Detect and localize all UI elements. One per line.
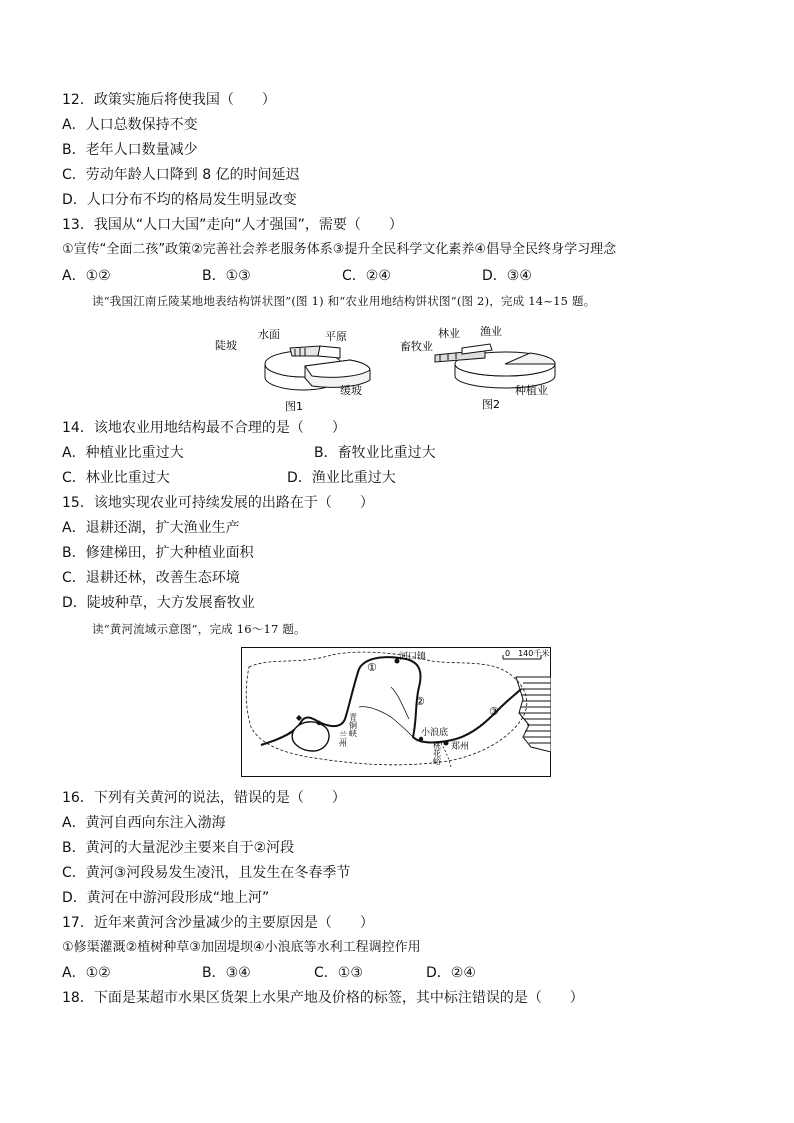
q17-option-b: B．③④	[202, 965, 251, 981]
q12-option-d: D．人口分布不均的格局发生明显改变	[62, 192, 297, 208]
q12-stem: 12．政策实施后将使我国（ ）	[62, 92, 276, 108]
lanzhou-marker	[317, 721, 321, 725]
section-2-label: ②	[415, 695, 425, 708]
pie-figures	[200, 322, 600, 414]
fig2-label-yuye: 渔业	[480, 325, 502, 338]
zhengzhou-marker	[444, 741, 449, 746]
fig1-label-huanpo: 缓坡	[340, 384, 362, 397]
q13-option-b: B．①③	[202, 268, 251, 284]
fig1-caption: 图1	[285, 400, 303, 413]
fig2-label-zhongzhiye: 种植业	[515, 384, 548, 397]
label-qingtongxia: 青铜峡	[348, 713, 358, 737]
q14-option-d: D．渔业比重过大	[287, 470, 396, 486]
q18-stem: 18．下面是某超市水果区货架上水果产地及价格的标签，其中标注错误的是（ ）	[62, 990, 584, 1006]
q16-stem: 16．下列有关黄河的说法，错误的是（ ）	[62, 790, 346, 806]
q14-option-a: A．种植业比重过大	[62, 445, 184, 461]
q12-option-b: B．老年人口数量减少	[62, 142, 198, 158]
yellow-river-map	[241, 647, 551, 777]
q16-option-d: D．黄河在中游河段形成“地上河”	[62, 890, 270, 906]
q15-stem: 15．该地实现农业可持续发展的出路在于（ ）	[62, 495, 374, 511]
q17-option-d: D．②④	[426, 965, 476, 981]
label-hekou: 河口镇	[399, 652, 427, 662]
fig2-label-linye: 林业	[438, 327, 460, 340]
fig1-label-doupo: 陡坡	[215, 339, 237, 352]
q16-option-b: B．黄河的大量泥沙主要来自于②河段	[62, 840, 295, 856]
q14-option-c: C．林业比重过大	[62, 470, 170, 486]
label-zhengzhou: 郑州	[451, 742, 470, 752]
q13-items: ①宣传“全面二孩”政策②完善社会养老服务体系③提升全民科学文化素养④倡导全民终身学习理念	[62, 242, 617, 257]
label-xiaolangdi: 小浪底	[421, 728, 449, 738]
yellow-river-map-svg	[241, 647, 551, 777]
q17-option-a: A．①②	[62, 965, 111, 981]
q15-option-c: C．退耕还林，改善生态环境	[62, 570, 240, 586]
q13-option-d: D．③④	[482, 268, 532, 284]
q13-option-a: A．①②	[62, 268, 111, 284]
q12-option-c: C．劳动年龄人口降到 8 亿的时间延迟	[62, 167, 300, 183]
q16-option-c: C．黄河③河段易发生凌汛，且发生在冬春季节	[62, 865, 351, 881]
q17-stem: 17．近年来黄河含沙量减少的主要原因是（ ）	[62, 915, 374, 931]
q15-option-b: B．修建梯田，扩大种植业面积	[62, 545, 254, 561]
fig2-label-xumuye: 畜牧业	[400, 340, 433, 353]
q14-stem: 14．该地农业用地结构最不合理的是（ ）	[62, 420, 346, 436]
label-scale: 0 140千米	[505, 649, 550, 658]
intro-16-17: 读“黄河流域示意图”，完成 16～17 题。	[92, 622, 306, 636]
label-lanzhou: 兰州	[338, 731, 348, 747]
q13-stem: 13．我国从“人口大国”走向“人才强国”，需要（ ）	[62, 217, 403, 233]
section-3-label: ③	[489, 705, 499, 718]
intro-14-15: 读“我国江南丘陵某地地表结构饼状图”(图 1) 和“农业用地结构饼状图”(图 2)，完成 14~15 题。	[92, 294, 596, 308]
q13-option-c: C．②④	[342, 268, 391, 284]
q15-option-a: A．退耕还湖，扩大渔业生产	[62, 520, 240, 536]
q16-option-a: A．黄河自西向东注入渤海	[62, 815, 226, 831]
label-taohuayu: 桃花峪	[432, 741, 442, 765]
q17-items: ①修渠灌溉②植树种草③加固堤坝④小浪底等水利工程调控作用	[62, 940, 421, 955]
q14-option-b: B．畜牧业比重过大	[314, 445, 436, 461]
q12-option-a: A．人口总数保持不变	[62, 117, 198, 133]
fig1-label-shuimian: 水面	[258, 328, 280, 341]
pie-figures-svg	[200, 322, 600, 414]
figure-1-pie	[215, 327, 370, 413]
fig2-caption: 图2	[482, 398, 500, 411]
figure-2-pie	[400, 324, 555, 411]
q15-option-d: D．陡坡种草，大方发展畜牧业	[62, 595, 255, 611]
q17-option-c: C．①③	[314, 965, 363, 981]
fig1-label-pingyuan: 平原	[325, 330, 347, 343]
section-1-label: ①	[367, 661, 377, 674]
